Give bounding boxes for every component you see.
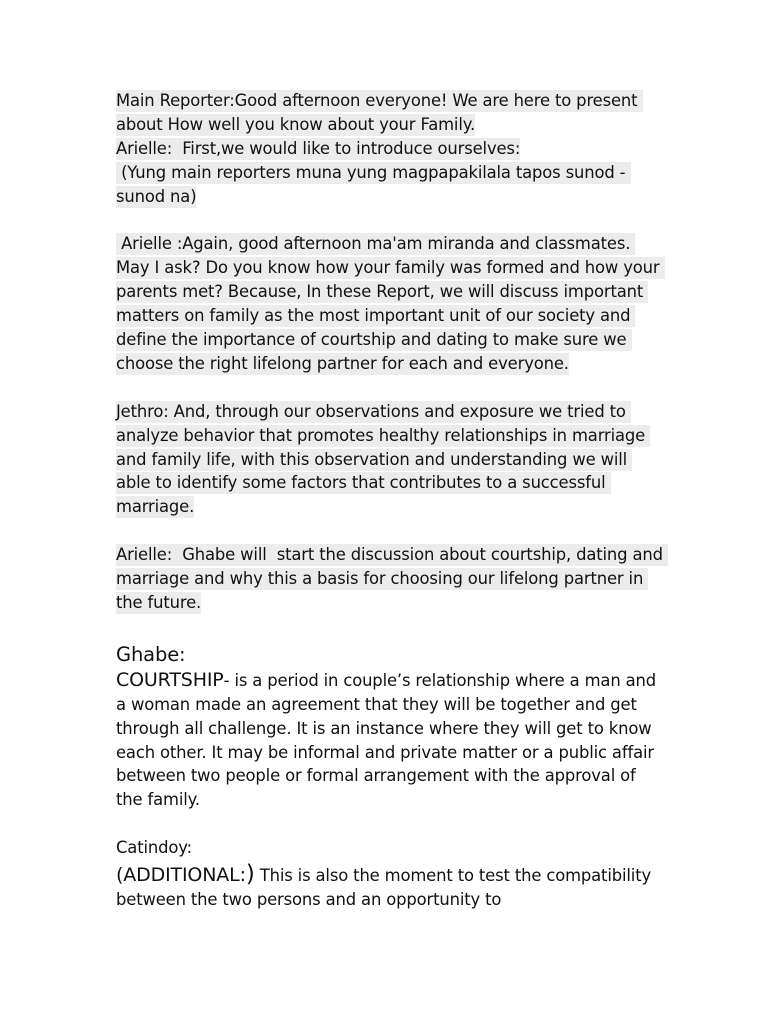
arielle-paragraph-2: [116, 543, 668, 615]
arielle-text-2: Arielle: Ghabe will start the discussion about courtship, dating and marriage and why this a basis for choosing our lifelong partner in the future.: [116, 545, 668, 612]
arielle-text-1: Arielle :Again, good afternoon ma'am miranda and classmates. May I ask? Do you know how your family was formed and how your parents met? Because, In these Report, we will discuss important matters on family as the most important unit of our society and define the importance of courtship and dating to make sure we choose the right lifelong partner for each and everyone.: [116, 234, 665, 373]
document-page: [116, 89, 668, 936]
main-reporter-line: Main Reporter:Good afternoon everyone! We are here to present about How well you know about your Family.: [116, 91, 643, 134]
catindoy-speaker-label: Catindoy:: [116, 838, 192, 858]
intro-paragraph: [116, 89, 664, 209]
arielle-intro-line: Arielle: First,we would like to introduce ourselves:: [116, 138, 521, 158]
intro-note-line: (Yung main reporters muna yung magpapakilala tapos sunod - sunod na): [116, 162, 631, 206]
courtship-paragraph: [116, 669, 664, 812]
additional-text: This is also the moment to test the compatibility between the two persons and an opportunity to: [116, 866, 657, 909]
arielle-paragraph-1: [116, 232, 664, 375]
additional-label: (ADDITIONAL:: [116, 864, 246, 887]
additional-paragraph: [116, 861, 664, 912]
jethro-text: Jethro: And, through our observations and exposure we tried to analyze behavior that promotes healthy relationships in marriage and family life, with this observation and understanding we will able to identify some factors that contributes to a successful marriage.: [116, 401, 651, 517]
ghabe-speaker-label: Ghabe:: [116, 642, 186, 666]
courtship-term: COURTSHIP: [116, 668, 224, 691]
courtship-definition: - is a period in couple’s relationship where a man and a woman made an agreement that they will be together and get through all challenge. It is an instance where they will get to know each other. It may be informal and private matter or a public affair between two people or formal arrangement with the approval of the family.: [116, 670, 662, 810]
jethro-paragraph: [116, 400, 664, 520]
additional-close-paren: ): [245, 861, 255, 888]
